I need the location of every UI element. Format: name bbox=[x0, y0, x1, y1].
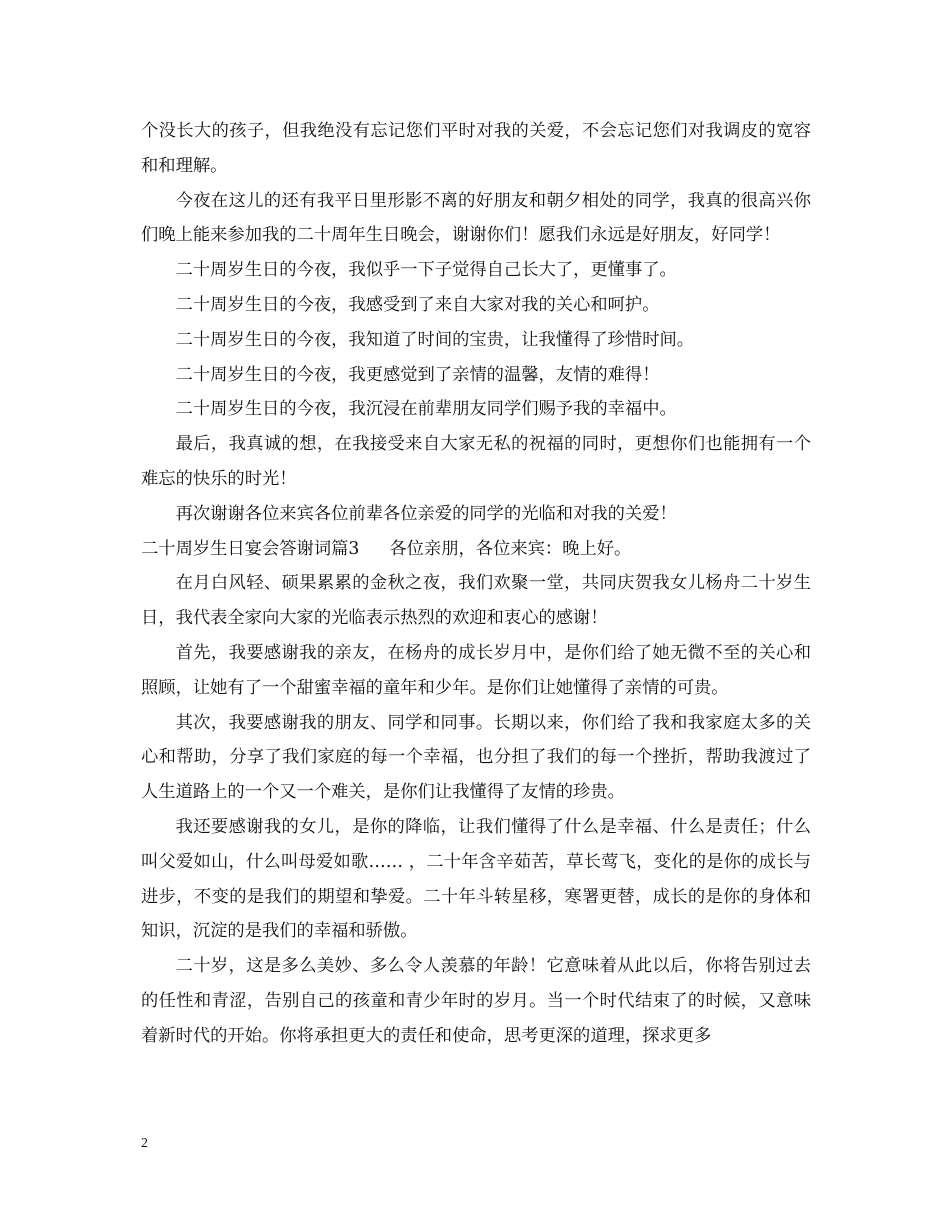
paragraph: 首先，我要感谢我的亲友，在杨舟的成长岁月中，是你们给了她无微不至的关心和照顾，让她有了一个甜蜜幸福的童年和少年。是你们让她懂得了亲情的可贵。 bbox=[141, 642, 811, 698]
section-heading: 二十周岁生日宴会答谢词篇3 bbox=[141, 538, 360, 559]
section-heading-line bbox=[141, 532, 811, 567]
paragraph: 二十周岁生日的今夜，我更感觉到了亲情的温馨，友情的难得！ bbox=[175, 364, 660, 385]
paragraph-continued: 个没长大的孩子，但我绝没有忘记您们平时对我的关爱，不会忘记您们对我调皮的宽容和和理解。 bbox=[141, 121, 811, 176]
paragraph: 我还要感谢我的女儿，是你的降临，让我们懂得了什么是幸福、什么是责任；什么叫父爱如山，什么叫母爱如歌…… ，二十年含辛茹苦，草长莺飞，变化的是你的成长与进步，不变的是我们的期望和挚爱。二十年斗转星移，寒署更替，成长的是你的身体和知识，沉淀的是我们的幸福和骄傲。 bbox=[141, 816, 811, 942]
paragraph: 再次谢谢各位来宾各位前辈各位亲爱的同学的光临和对我的关爱！ bbox=[175, 503, 677, 524]
paragraph: 在月白风轻、硕果累累的金秋之夜，我们欢聚一堂，共同庆贺我女儿杨舟二十岁生日，我代表全家向大家的光临表示热烈的欢迎和衷心的感谢！ bbox=[141, 573, 811, 629]
document-body bbox=[141, 114, 811, 1054]
page-number: 2 bbox=[141, 1136, 148, 1151]
paragraph: 其次，我要感谢我的朋友、同学和同事。长期以来，你们给了我和我家庭太多的关心和帮助，分享了我们家庭的每一个幸福，也分担了我们的每一个挫折，帮助我渡过了人生道路上的一个又一个难关，是你们让我懂得了友情的珍贵。 bbox=[141, 712, 811, 803]
paragraph: 二十周岁生日的今夜，我似乎一下子觉得自己长大了，更懂事了。 bbox=[175, 260, 677, 281]
paragraph: 二十岁，这是多么美妙、多么令人羡慕的年龄！它意味着从此以后，你将告别过去的任性和青涩，告别自己的孩童和青少年时的岁月。当一个时代结束了的时候，又意味着新时代的开始。你将承担更大的责任和使命，思考更深的道理，探求更多 bbox=[141, 956, 811, 1046]
paragraph: 二十周岁生日的今夜，我知道了时间的宝贵，让我懂得了珍惜时间。 bbox=[175, 329, 695, 350]
paragraph: 二十周岁生日的今夜，我沉浸在前辈朋友同学们赐予我的幸福中。 bbox=[175, 399, 677, 420]
paragraph: 二十周岁生日的今夜，我感受到了来自大家对我的关心和呵护。 bbox=[175, 294, 660, 315]
section-greeting: 各位亲朋，各位来宾：晚上好。 bbox=[389, 538, 632, 559]
paragraph: 今夜在这儿的还有我平日里形影不离的好朋友和朝夕相处的同学，我真的很高兴你们晚上能来参加我的二十周年生日晚会，谢谢你们！愿我们永远是好朋友，好同学！ bbox=[141, 190, 811, 246]
paragraph: 最后，我真诚的想，在我接受来自大家无私的祝福的同时，更想你们也能拥有一个难忘的快乐的时光！ bbox=[141, 434, 811, 489]
